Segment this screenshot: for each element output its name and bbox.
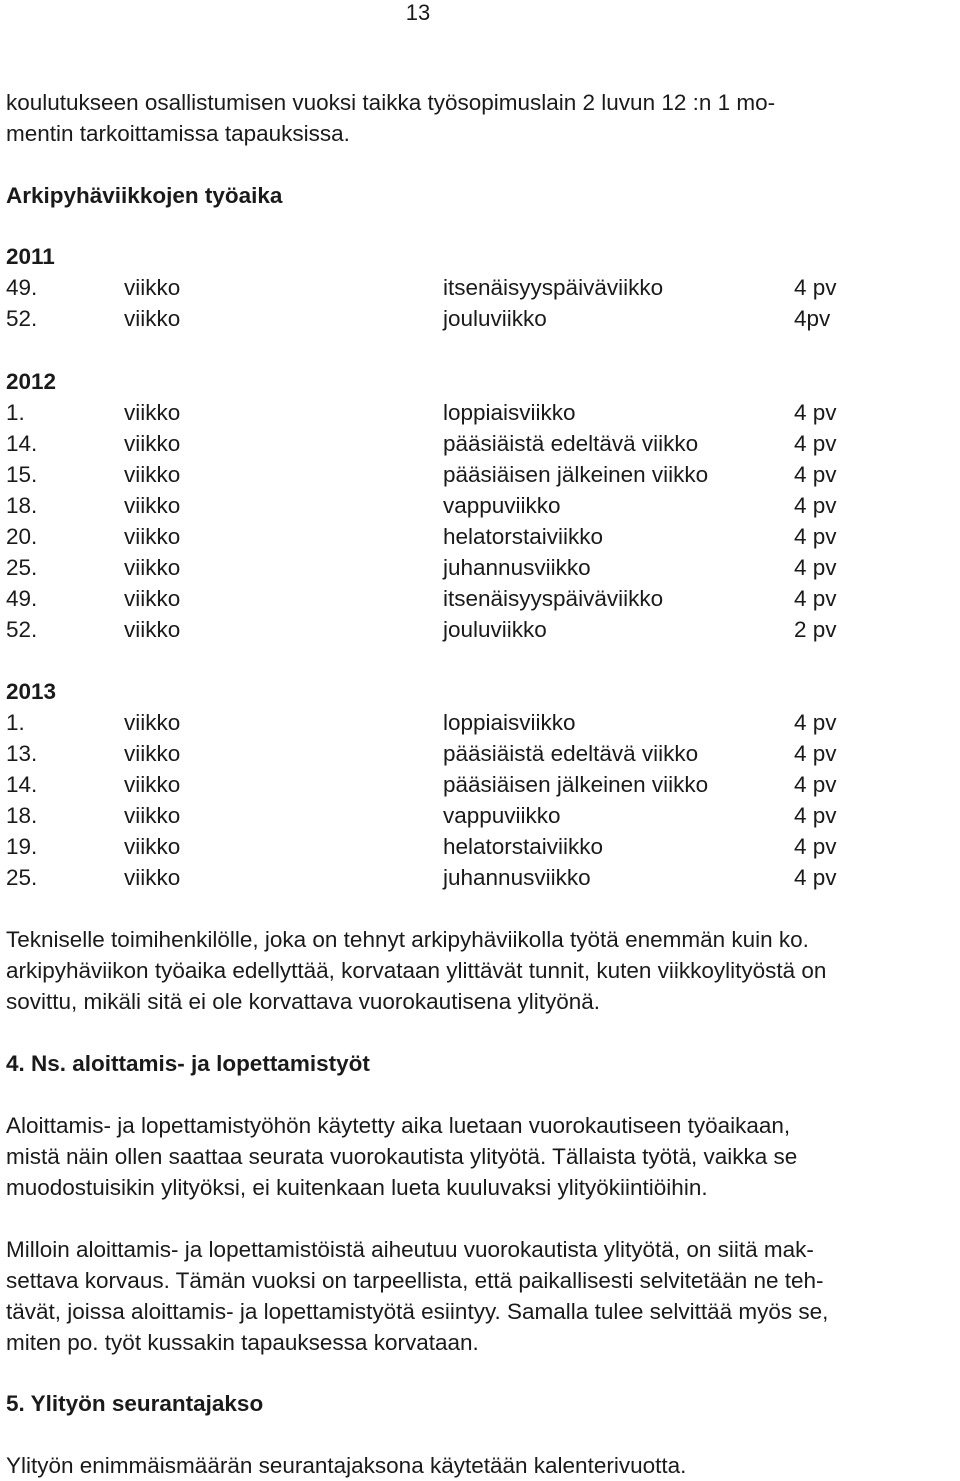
week-name: jouluviikko [443, 306, 547, 331]
week-number: 19. [6, 834, 38, 859]
week-name: pääsiäistä edeltävä viikko [443, 741, 699, 766]
paragraph-line: Milloin aloittamis- ja lopettamistöistä aiheutuu vuorokautista ylityötä, on siitä mak- [6, 1237, 814, 1262]
week-days: 4 pv [794, 400, 837, 425]
week-days: 4pv [794, 306, 831, 331]
table-row [6, 552, 906, 583]
week-days: 4 pv [794, 710, 837, 735]
section-4-paragraph-2 [6, 1234, 954, 1358]
week-days: 4 pv [794, 493, 837, 518]
week-days: 4 pv [794, 555, 837, 580]
table-row [6, 272, 906, 303]
week-days: 4 pv [794, 462, 837, 487]
table-row [6, 862, 906, 893]
week-number: 52. [6, 617, 38, 642]
week-label: viikko [124, 306, 181, 331]
table-row [6, 614, 906, 645]
week-name: pääsiäisen jälkeinen viikko [443, 462, 709, 487]
year-2011-heading: 2011 [6, 244, 55, 269]
week-name: loppiaisviikko [443, 400, 576, 425]
week-number: 14. [6, 431, 38, 456]
week-name: vappuviikko [443, 493, 561, 518]
week-number: 18. [6, 803, 38, 828]
section-5-paragraph: Ylityön enimmäismäärän seurantajaksona käytetään kalenterivuotta. [6, 1453, 687, 1478]
table-row [6, 800, 906, 831]
intro-paragraph [6, 87, 954, 149]
paragraph-line: Aloittamis- ja lopettamistyöhön käytetty aika luetaan vuorokautiseen työaikaan, [6, 1113, 791, 1138]
note-line-2: arkipyhäviikon työaika edellyttää, korvataan ylittävät tunnit, kuten viikkoylityöstä on [6, 958, 827, 983]
page-number: 13 [405, 0, 431, 25]
paragraph-line: tävät, joissa aloittamis- ja lopettamistyötä esiintyy. Samalla tulee selvittää myös se, [6, 1299, 829, 1324]
intro-line-2: mentin tarkoittamissa tapauksissa. [6, 121, 350, 146]
week-number: 1. [6, 400, 25, 425]
week-number: 20. [6, 524, 38, 549]
week-name: pääsiäisen jälkeinen viikko [443, 772, 709, 797]
paragraph-line: miten po. työt kussakin tapauksessa korvataan. [6, 1330, 479, 1355]
week-name: itsenäisyyspäiväviikko [443, 275, 664, 300]
table-row [6, 459, 906, 490]
week-name: juhannusviikko [443, 865, 591, 890]
week-label: viikko [124, 400, 181, 425]
note-line-1: Tekniselle toimihenkilölle, joka on tehnyt arkipyhäviikolla työtä enemmän kuin ko. [6, 927, 809, 952]
week-label: viikko [124, 834, 181, 859]
week-number: 13. [6, 741, 38, 766]
table-row [6, 521, 906, 552]
week-days: 4 pv [794, 741, 837, 766]
week-label: viikko [124, 493, 181, 518]
paragraph-line: settava korvaus. Tämän vuoksi on tarpeellista, että paikallisesti selvitetään ne teh- [6, 1268, 824, 1293]
intro-line-1: koulutukseen osallistumisen vuoksi taikka työsopimuslain 2 luvun 12 :n 1 mo- [6, 90, 776, 115]
week-name: loppiaisviikko [443, 710, 576, 735]
week-label: viikko [124, 524, 181, 549]
table-row [6, 583, 906, 614]
week-number: 15. [6, 462, 38, 487]
table-row [6, 738, 906, 769]
week-label: viikko [124, 772, 181, 797]
week-label: viikko [124, 865, 181, 890]
week-number: 52. [6, 306, 38, 331]
section-5-heading: 5. Ylityön seurantajakso [6, 1391, 264, 1416]
week-number: 49. [6, 275, 38, 300]
week-name: itsenäisyyspäiväviikko [443, 586, 664, 611]
table-row [6, 707, 906, 738]
week-label: viikko [124, 555, 181, 580]
week-name: jouluviikko [443, 617, 547, 642]
week-label: viikko [124, 275, 181, 300]
week-label: viikko [124, 586, 181, 611]
week-name: helatorstaiviikko [443, 834, 604, 859]
week-days: 4 pv [794, 865, 837, 890]
week-days: 2 pv [794, 617, 837, 642]
note-line-3: sovittu, mikäli sitä ei ole korvattava vuorokautisena ylityönä. [6, 989, 601, 1014]
week-number: 25. [6, 555, 38, 580]
table-row [6, 397, 906, 428]
note-paragraph [6, 924, 954, 1017]
table-row [6, 303, 906, 334]
week-number: 49. [6, 586, 38, 611]
section-title: Arkipyhäviikkojen työaika [6, 183, 283, 208]
paragraph-line: muodostuisikin ylityöksi, ei kuitenkaan lueta kuuluvaksi ylityökiintiöihin. [6, 1175, 708, 1200]
week-days: 4 pv [794, 834, 837, 859]
week-days: 4 pv [794, 275, 837, 300]
week-days: 4 pv [794, 803, 837, 828]
week-label: viikko [124, 710, 181, 735]
week-days: 4 pv [794, 586, 837, 611]
week-days: 4 pv [794, 431, 837, 456]
week-number: 18. [6, 493, 38, 518]
week-days: 4 pv [794, 772, 837, 797]
table-row [6, 769, 906, 800]
week-days: 4 pv [794, 524, 837, 549]
section-4-paragraph-1 [6, 1110, 954, 1203]
week-name: vappuviikko [443, 803, 561, 828]
year-2013-heading: 2013 [6, 679, 57, 704]
table-row [6, 831, 906, 862]
week-label: viikko [124, 617, 181, 642]
week-number: 25. [6, 865, 38, 890]
week-name: pääsiäistä edeltävä viikko [443, 431, 699, 456]
week-number: 14. [6, 772, 38, 797]
week-label: viikko [124, 803, 181, 828]
year-2012-heading: 2012 [6, 369, 57, 394]
paragraph-line: mistä näin ollen saattaa seurata vuorokautista ylityötä. Tällaista työtä, vaikka se [6, 1144, 798, 1169]
table-row [6, 490, 906, 521]
week-label: viikko [124, 741, 181, 766]
section-4-heading: 4. Ns. aloittamis- ja lopettamistyöt [6, 1051, 370, 1076]
table-row [6, 428, 906, 459]
week-label: viikko [124, 462, 181, 487]
week-name: juhannusviikko [443, 555, 591, 580]
week-label: viikko [124, 431, 181, 456]
week-name: helatorstaiviikko [443, 524, 604, 549]
week-number: 1. [6, 710, 25, 735]
